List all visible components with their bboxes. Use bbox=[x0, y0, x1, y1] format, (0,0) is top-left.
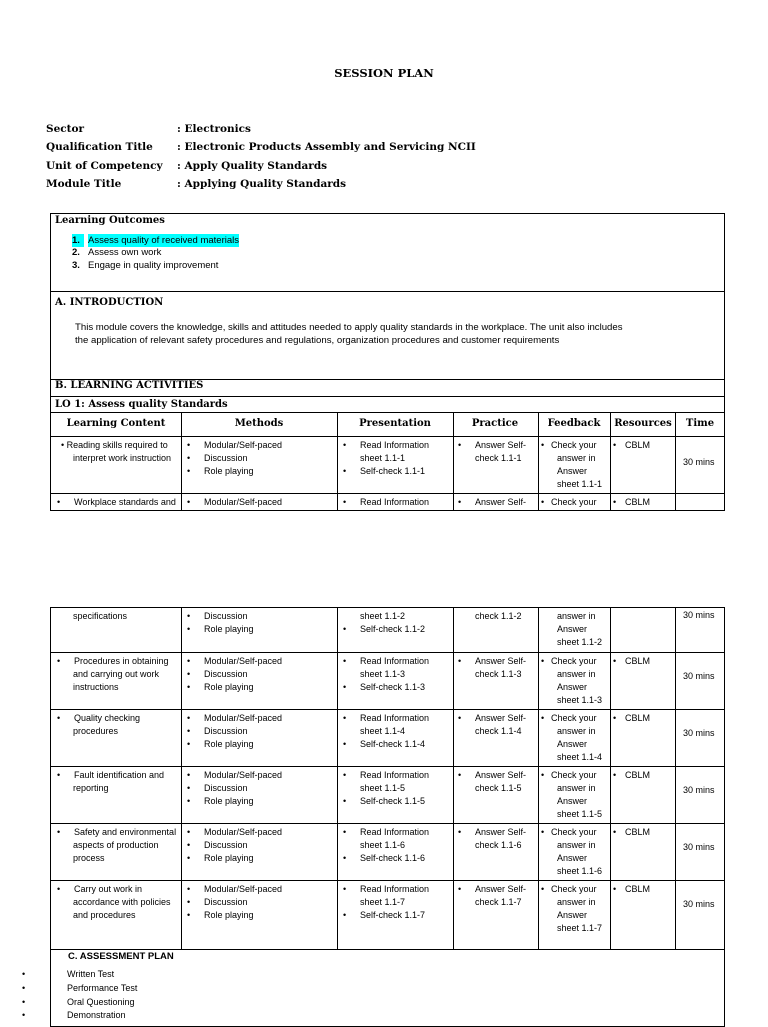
bullet: • bbox=[187, 611, 191, 621]
method-item-text: Modular/Self-paced bbox=[204, 497, 283, 507]
column-header: Learning Content bbox=[66, 418, 166, 429]
practice-item-text: Answer Self- bbox=[475, 656, 527, 666]
bullet: • bbox=[22, 969, 26, 979]
presentation-item: sheet 1.1-7 bbox=[360, 897, 406, 907]
presentation-item-text: Self-check 1.1-7 bbox=[360, 910, 426, 920]
bullet: • bbox=[187, 783, 191, 793]
learning-content-text: Carry out work in bbox=[74, 884, 143, 894]
resource-item-text: CBLM bbox=[625, 656, 651, 666]
feedback-item: answer in bbox=[557, 611, 596, 621]
introduction-line-2: the application of relevant safety procedures and regulations, organization procedures and customer requirements bbox=[75, 335, 560, 346]
method-item-text: Modular/Self-paced bbox=[204, 713, 283, 723]
practice-item: check 1.1-5 bbox=[475, 783, 522, 793]
assessment-item: Oral Questioning bbox=[67, 997, 135, 1007]
method-item-text: Role playing bbox=[204, 739, 254, 749]
method-item-text: Discussion bbox=[204, 453, 248, 463]
feedback-item: sheet 1.1-1 bbox=[557, 479, 603, 489]
meta-row bbox=[46, 141, 476, 153]
meta-key: Module Title bbox=[46, 178, 122, 190]
bullet: • bbox=[613, 440, 617, 450]
method-item-text: Modular/Self-paced bbox=[204, 827, 283, 837]
time-value: 30 mins bbox=[683, 899, 715, 909]
bullet: • bbox=[541, 770, 545, 780]
bullet: • bbox=[613, 770, 617, 780]
method-item-text: Discussion bbox=[204, 726, 248, 736]
bullet: • bbox=[343, 713, 347, 723]
time-value: 30 mins bbox=[683, 671, 715, 681]
feedback-item: answer in bbox=[557, 897, 596, 907]
feedback-item: sheet 1.1-2 bbox=[557, 637, 603, 647]
presentation-item: sheet 1.1-4 bbox=[360, 726, 406, 736]
learning-outcomes-heading: Learning Outcomes bbox=[55, 215, 165, 226]
practice-item: check 1.1-2 bbox=[475, 611, 522, 621]
practice-item: check 1.1-4 bbox=[475, 726, 522, 736]
bullet: • bbox=[57, 770, 61, 780]
bullet: • bbox=[343, 497, 347, 507]
learning-content: specifications bbox=[73, 611, 128, 621]
resource-item-text: CBLM bbox=[625, 440, 651, 450]
bullet: • bbox=[187, 466, 191, 476]
presentation-item: sheet 1.1-5 bbox=[360, 783, 406, 793]
column-divider bbox=[337, 412, 338, 511]
bullet: • bbox=[57, 884, 61, 894]
outcome-number: 1. bbox=[72, 234, 84, 247]
column-divider bbox=[337, 607, 338, 949]
bullet: • bbox=[57, 827, 61, 837]
presentation-item-text: Read Information bbox=[360, 656, 430, 666]
method-item-text: Role playing bbox=[204, 682, 254, 692]
assessment-item: Written Test bbox=[67, 969, 115, 979]
meta-key: Qualification Title bbox=[46, 141, 153, 153]
learning-content-text: Workplace standards and bbox=[74, 497, 176, 507]
bullet: • bbox=[541, 656, 545, 666]
presentation-item-text: Self-check 1.1-2 bbox=[360, 624, 426, 634]
bullet: • bbox=[613, 827, 617, 837]
assessment-heading: C. ASSESSMENT PLAN bbox=[68, 951, 174, 962]
feedback-item: answer in bbox=[557, 453, 596, 463]
bullet: • bbox=[187, 726, 191, 736]
feedback-item: Answer bbox=[557, 853, 588, 863]
column-divider bbox=[538, 607, 539, 949]
feedback-item-text: Check your bbox=[551, 884, 597, 894]
bullet: • bbox=[458, 497, 462, 507]
column-divider bbox=[538, 412, 539, 511]
feedback-item: sheet 1.1-4 bbox=[557, 752, 603, 762]
learning-content-text: Quality checking bbox=[74, 713, 141, 723]
column-header: Feedback bbox=[547, 418, 601, 429]
feedback-item: Answer bbox=[557, 466, 588, 476]
feedback-item-text: Check your bbox=[551, 713, 597, 723]
bullet: • bbox=[187, 897, 191, 907]
outcome-text: Engage in quality improvement bbox=[88, 260, 219, 271]
feedback-item: answer in bbox=[557, 669, 596, 679]
column-divider bbox=[181, 412, 182, 511]
learning-content: process bbox=[73, 853, 105, 863]
row-divider bbox=[50, 766, 725, 767]
learning-content: accordance with policies bbox=[73, 897, 171, 907]
meta-key: Unit of Competency bbox=[46, 160, 163, 172]
learning-content-text: Fault identification and bbox=[74, 770, 165, 780]
bullet: • bbox=[613, 884, 617, 894]
bullet: • bbox=[343, 884, 347, 894]
column-header: Presentation bbox=[359, 418, 431, 429]
column-divider bbox=[610, 412, 611, 511]
bullet: • bbox=[458, 440, 462, 450]
bullet: • bbox=[343, 682, 347, 692]
method-item-text: Discussion bbox=[204, 611, 248, 621]
bullet: • bbox=[541, 713, 545, 723]
presentation-item: sheet 1.1-1 bbox=[360, 453, 406, 463]
meta-value: : Electronic Products Assembly and Servicing NCII bbox=[177, 141, 476, 153]
bullet: • bbox=[541, 440, 545, 450]
practice-item-text: Answer Self- bbox=[475, 884, 527, 894]
introduction-heading: A. INTRODUCTION bbox=[55, 297, 164, 308]
learning-content: instructions bbox=[73, 682, 119, 692]
bullet: • bbox=[22, 1010, 26, 1020]
bullet: • bbox=[187, 884, 191, 894]
row-divider bbox=[50, 709, 725, 710]
method-item-text: Modular/Self-paced bbox=[204, 440, 283, 450]
row-divider bbox=[50, 880, 725, 881]
row-divider bbox=[50, 949, 725, 950]
learning-content: and carrying out work bbox=[73, 669, 160, 679]
bullet: • bbox=[458, 884, 462, 894]
bullet: • bbox=[187, 840, 191, 850]
learning-content: aspects of production bbox=[73, 840, 159, 850]
presentation-item-text: Read Information bbox=[360, 440, 430, 450]
learning-content: interpret work instruction bbox=[73, 453, 172, 463]
bullet: • bbox=[187, 669, 191, 679]
method-item-text: Modular/Self-paced bbox=[204, 770, 283, 780]
bullet: • bbox=[343, 466, 347, 476]
bullet: • bbox=[187, 624, 191, 634]
presentation-item: sheet 1.1-6 bbox=[360, 840, 406, 850]
method-item-text: Modular/Self-paced bbox=[204, 884, 283, 894]
practice-item-text: Answer Self- bbox=[475, 440, 527, 450]
resource-item-text: CBLM bbox=[625, 497, 651, 507]
learning-content-text: Safety and environmental bbox=[74, 827, 177, 837]
presentation-item-text: Self-check 1.1-5 bbox=[360, 796, 426, 806]
bullet: • bbox=[22, 983, 26, 993]
bullet: • bbox=[187, 453, 191, 463]
method-item-text: Discussion bbox=[204, 783, 248, 793]
assessment-item: Demonstration bbox=[67, 1010, 126, 1020]
bullet: • bbox=[343, 827, 347, 837]
resource-item-text: CBLM bbox=[625, 884, 651, 894]
practice-item-text: Answer Self- bbox=[475, 497, 527, 507]
feedback-item: sheet 1.1-3 bbox=[557, 695, 603, 705]
bullet: • bbox=[343, 656, 347, 666]
time-value: 30 mins bbox=[683, 728, 715, 738]
feedback-item: sheet 1.1-5 bbox=[557, 809, 603, 819]
bullet: • bbox=[187, 770, 191, 780]
learning-activities-heading: B. LEARNING ACTIVITIES bbox=[55, 380, 204, 391]
bullet: • bbox=[458, 656, 462, 666]
time-value: 30 mins bbox=[683, 457, 715, 467]
column-header: Time bbox=[685, 418, 715, 429]
feedback-item: Answer bbox=[557, 682, 588, 692]
lo-heading: LO 1: Assess quality Standards bbox=[55, 399, 228, 410]
column-divider bbox=[453, 412, 454, 511]
outcome-number: 2. bbox=[72, 247, 80, 258]
column-header: Methods bbox=[234, 418, 284, 429]
bullet: • bbox=[187, 827, 191, 837]
presentation-item-text: Self-check 1.1-4 bbox=[360, 739, 426, 749]
bullet: • bbox=[57, 656, 61, 666]
column-divider bbox=[610, 607, 611, 949]
presentation-item-text: Self-check 1.1-6 bbox=[360, 853, 426, 863]
bullet: • bbox=[187, 682, 191, 692]
introduction-line-1: This module covers the knowledge, skills and attitudes needed to apply quality standards in the workplace. The unit also includes bbox=[75, 322, 623, 333]
bullet: • bbox=[613, 497, 617, 507]
bullet: • bbox=[541, 497, 545, 507]
outcome-text: Assess own work bbox=[88, 247, 162, 258]
method-item-text: Discussion bbox=[204, 897, 248, 907]
presentation-item-text: Read Information bbox=[360, 713, 430, 723]
bullet: • bbox=[57, 497, 61, 507]
feedback-item: Answer bbox=[557, 796, 588, 806]
bullet: • bbox=[613, 713, 617, 723]
resource-item-text: CBLM bbox=[625, 713, 651, 723]
assessment-item: Performance Test bbox=[67, 983, 138, 993]
method-item-text: Role playing bbox=[204, 466, 254, 476]
document-title: SESSION PLAN bbox=[334, 66, 434, 80]
presentation-item-text: Read Information bbox=[360, 884, 430, 894]
bullet: • bbox=[187, 497, 191, 507]
bullet: • bbox=[458, 827, 462, 837]
method-item-text: Role playing bbox=[204, 853, 254, 863]
row-divider bbox=[50, 823, 725, 824]
feedback-item: answer in bbox=[557, 783, 596, 793]
outcome-number: 3. bbox=[72, 260, 80, 271]
column-divider bbox=[453, 607, 454, 949]
bullet: • bbox=[343, 796, 347, 806]
bullet: • bbox=[541, 884, 545, 894]
resource-item-text: CBLM bbox=[625, 827, 651, 837]
bullet: • bbox=[343, 739, 347, 749]
meta-row bbox=[46, 178, 346, 190]
learning-content: reporting bbox=[73, 783, 109, 793]
learning-content: procedures bbox=[73, 726, 119, 736]
meta-key: Sector bbox=[46, 123, 85, 135]
feedback-item: answer in bbox=[557, 726, 596, 736]
presentation-item-text: Read Information bbox=[360, 770, 430, 780]
feedback-item-text: Check your bbox=[551, 827, 597, 837]
presentation-item-text: Self-check 1.1-3 bbox=[360, 682, 426, 692]
bullet: • bbox=[458, 770, 462, 780]
meta-value: : Electronics bbox=[177, 123, 251, 135]
column-divider bbox=[675, 412, 676, 511]
feedback-item: sheet 1.1-6 bbox=[557, 866, 603, 876]
bullet: • bbox=[57, 713, 61, 723]
bullet: • bbox=[343, 440, 347, 450]
presentation-item-text: Read Information bbox=[360, 497, 430, 507]
practice-item: check 1.1-1 bbox=[475, 453, 522, 463]
bullet: • bbox=[187, 796, 191, 806]
presentation-item-text: Self-check 1.1-1 bbox=[360, 466, 426, 476]
feedback-item: Answer bbox=[557, 910, 588, 920]
presentation-item: sheet 1.1-3 bbox=[360, 669, 406, 679]
learning-content: and procedures bbox=[73, 910, 136, 920]
column-header: Resources bbox=[614, 418, 672, 429]
time-value: 30 mins bbox=[683, 842, 715, 852]
bullet: • bbox=[613, 656, 617, 666]
method-item-text: Discussion bbox=[204, 840, 248, 850]
bullet: • bbox=[187, 853, 191, 863]
bullet: • bbox=[343, 853, 347, 863]
presentation-item: sheet 1.1-2 bbox=[360, 611, 406, 621]
bullet: • bbox=[541, 827, 545, 837]
method-item-text: Role playing bbox=[204, 624, 254, 634]
bullet: • bbox=[343, 910, 347, 920]
practice-item: check 1.1-3 bbox=[475, 669, 522, 679]
method-item-text: Role playing bbox=[204, 910, 254, 920]
meta-value: : Applying Quality Standards bbox=[177, 178, 347, 190]
practice-item: check 1.1-7 bbox=[475, 897, 522, 907]
presentation-item-text: Read Information bbox=[360, 827, 430, 837]
bullet: • bbox=[187, 440, 191, 450]
learning-content: • Reading skills required to bbox=[61, 440, 168, 450]
outcome-text: Assess quality of received materials bbox=[88, 235, 240, 246]
bullet: • bbox=[187, 656, 191, 666]
learning-content-text: Procedures in obtaining bbox=[74, 656, 169, 666]
feedback-item-text: Check your bbox=[551, 497, 597, 507]
feedback-item: sheet 1.1-7 bbox=[557, 923, 603, 933]
feedback-item: answer in bbox=[557, 840, 596, 850]
resource-item-text: CBLM bbox=[625, 770, 651, 780]
column-header: Practice bbox=[471, 418, 519, 429]
feedback-item-text: Check your bbox=[551, 656, 597, 666]
feedback-item-text: Check your bbox=[551, 440, 597, 450]
bullet: • bbox=[343, 624, 347, 634]
column-divider bbox=[181, 607, 182, 949]
bullet: • bbox=[187, 739, 191, 749]
time-value: 30 mins bbox=[683, 785, 715, 795]
practice-item-text: Answer Self- bbox=[475, 713, 527, 723]
meta-row bbox=[46, 160, 327, 172]
feedback-item-text: Check your bbox=[551, 770, 597, 780]
bullet: • bbox=[22, 997, 26, 1007]
time-value: 30 mins bbox=[683, 610, 715, 620]
bullet: • bbox=[187, 910, 191, 920]
practice-item: check 1.1-6 bbox=[475, 840, 522, 850]
feedback-item: Answer bbox=[557, 624, 588, 634]
method-item-text: Role playing bbox=[204, 796, 254, 806]
practice-item-text: Answer Self- bbox=[475, 827, 527, 837]
practice-item-text: Answer Self- bbox=[475, 770, 527, 780]
meta-row bbox=[46, 123, 251, 135]
method-item-text: Modular/Self-paced bbox=[204, 656, 283, 666]
bullet: • bbox=[187, 713, 191, 723]
bullet: • bbox=[343, 770, 347, 780]
bullet: • bbox=[458, 713, 462, 723]
column-divider bbox=[675, 607, 676, 949]
method-item-text: Discussion bbox=[204, 669, 248, 679]
row-divider bbox=[50, 652, 725, 653]
meta-value: : Apply Quality Standards bbox=[177, 160, 328, 172]
feedback-item: Answer bbox=[557, 739, 588, 749]
